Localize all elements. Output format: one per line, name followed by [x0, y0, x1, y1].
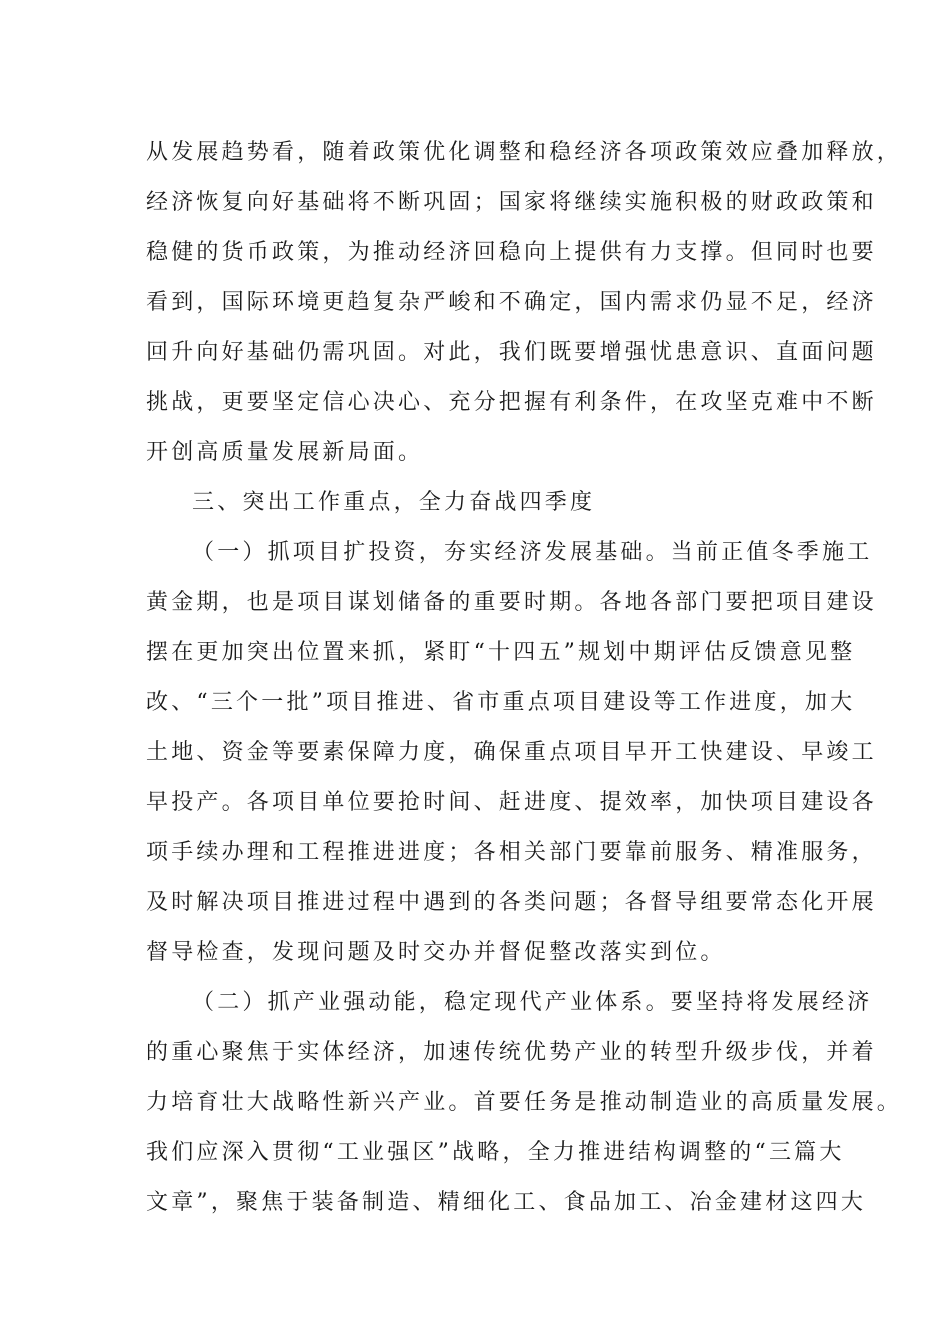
text-line: 摆在更加突出位置来抓，紧盯“十四五”规划中期评估反馈意见整 [146, 640, 856, 665]
paragraph-start-line: （一）抓项目扩投资，夯实经济发展基础。当前正值冬季施工 [192, 540, 873, 565]
text-line: 改、“三个一批”项目推进、省市重点项目建设等工作进度，加大 [146, 690, 856, 715]
text-line: 的重心聚焦于实体经济，加速传统优势产业的转型升级步伐，并着 [146, 1040, 877, 1065]
text-line: 经济恢复向好基础将不断巩固；国家将继续实施积极的财政政策和 [146, 190, 877, 215]
text-line: 黄金期，也是项目谋划储备的重要时期。各地各部门要把项目建设 [146, 590, 877, 615]
section-heading: 三、突出工作重点，全力奋战四季度 [192, 490, 596, 515]
text-line: 文章”，聚焦于装备制造、精细化工、食品加工、冶金建材这四大 [146, 1190, 867, 1215]
text-line: 回升向好基础仍需巩固。对此，我们既要增强忧患意识、直面问题 [146, 340, 877, 365]
text-line: 项手续办理和工程推进进度；各相关部门要靠前服务、精准服务， [146, 840, 877, 865]
text-line: 早投产。各项目单位要抢时间、赶进度、提效率，加快项目建设各 [146, 790, 877, 815]
text-line: 从发展趋势看，随着政策优化调整和稳经济各项政策效应叠加释放， [146, 140, 903, 165]
text-line: 挑战，更要坚定信心决心、充分把握有利条件，在攻坚克难中不断 [146, 390, 877, 415]
paragraph-start-line: （二）抓产业强动能，稳定现代产业体系。要坚持将发展经济 [192, 990, 873, 1015]
text-line: 督导检查，发现问题及时交办并督促整改落实到位。 [146, 940, 726, 965]
text-line: 看到，国际环境更趋复杂严峻和不确定，国内需求仍显不足，经济 [146, 290, 877, 315]
text-line: 力培育壮大战略性新兴产业。首要任务是推动制造业的高质量发展。 [146, 1090, 903, 1115]
text-line: 开创高质量发展新局面。 [146, 440, 424, 465]
text-line: 稳健的货币政策，为推动经济回稳向上提供有力支撑。但同时也要 [146, 240, 877, 265]
text-line: 及时解决项目推进过程中遇到的各类问题；各督导组要常态化开展 [146, 890, 877, 915]
text-line: 土地、资金等要素保障力度，确保重点项目早开工快建设、早竣工 [146, 740, 877, 765]
text-line: 我们应深入贯彻“工业强区”战略，全力推进结构调整的“三篇大 [146, 1140, 845, 1165]
